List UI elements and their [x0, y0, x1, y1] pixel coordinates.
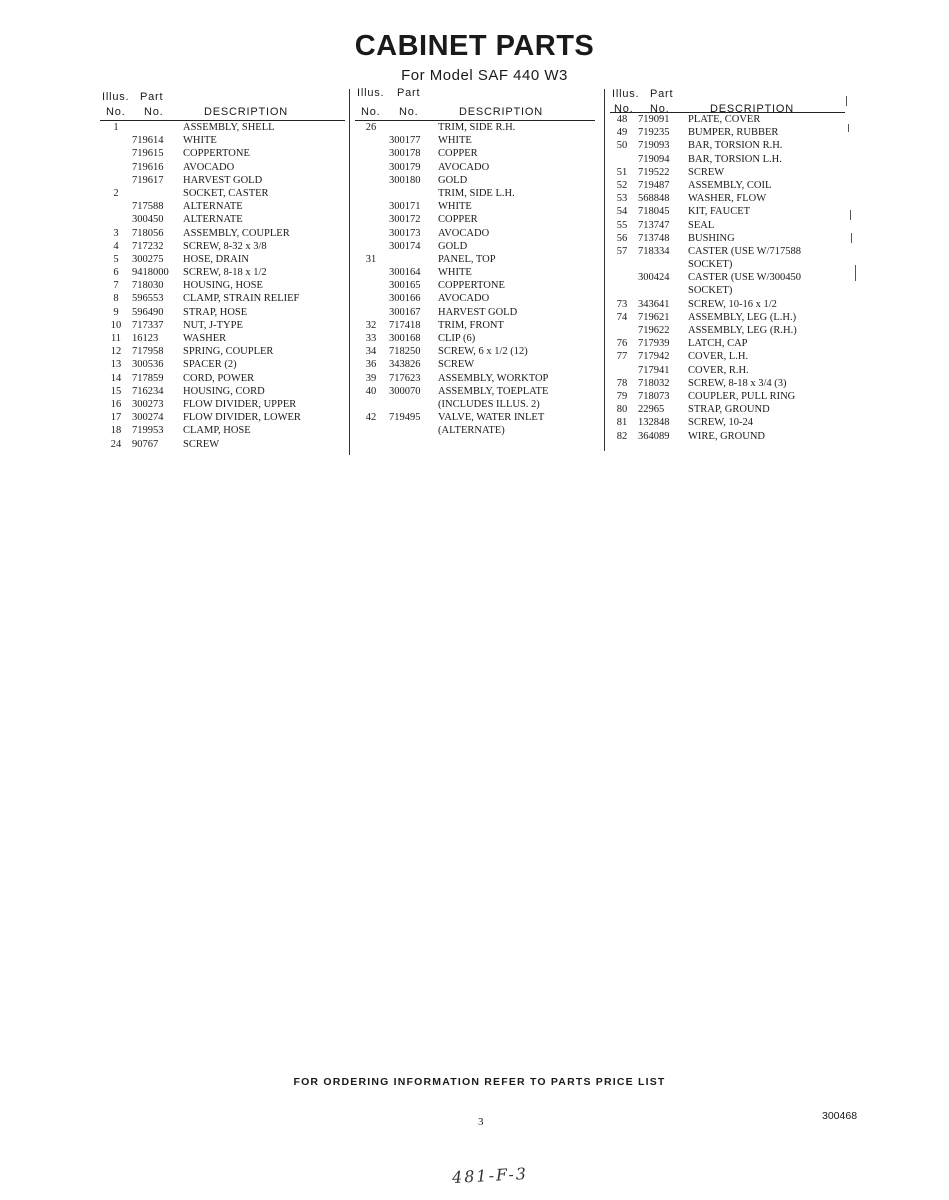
part-number: 300179	[389, 161, 421, 173]
parts-row	[610, 430, 845, 443]
part-number: 300070	[389, 385, 421, 397]
illus-number: 82	[616, 430, 628, 442]
part-description: SCREW, 6 x 1/2 (12)	[438, 346, 528, 358]
part-description: WHITE	[183, 135, 217, 147]
part-number: 300165	[389, 280, 421, 292]
parts-row	[355, 411, 595, 424]
parts-row	[610, 219, 845, 232]
part-number: 300180	[389, 174, 421, 186]
part-description: HOUSING, CORD	[183, 385, 265, 397]
part-description: ASSEMBLY, TOEPLATE	[438, 385, 549, 397]
illus-no-header: No.	[361, 106, 381, 118]
illus-number: 5	[113, 253, 119, 265]
illus-number: 7	[113, 280, 119, 292]
parts-row	[100, 332, 345, 345]
part-description: SEAL	[688, 219, 715, 231]
part-number: 300171	[389, 201, 421, 213]
illus-number: 34	[365, 346, 377, 358]
parts-row	[610, 403, 845, 416]
parts-row	[355, 134, 595, 147]
part-number: 717418	[389, 319, 421, 331]
part-description: NUT, J-TYPE	[183, 319, 243, 331]
part-number: 300424	[638, 272, 670, 284]
part-description: KIT, FAUCET	[688, 206, 751, 218]
part-number: 300168	[389, 333, 421, 344]
part-description: STRAP, GROUND	[688, 404, 770, 416]
parts-row	[100, 253, 345, 266]
column-divider	[604, 89, 605, 451]
part-number: 300172	[389, 214, 421, 226]
illus-number: 39	[365, 372, 377, 384]
part-description: ASSEMBLY, COIL	[688, 179, 772, 191]
parts-row	[355, 161, 595, 174]
parts-row	[355, 372, 595, 385]
part-description: FLOW DIVIDER, UPPER	[183, 398, 297, 410]
parts-row	[355, 240, 595, 253]
parts-row	[610, 377, 845, 390]
parts-row	[100, 134, 345, 147]
part-description: HARVEST GOLD	[438, 306, 518, 318]
parts-row	[610, 416, 845, 429]
part-description: CORD, POWER	[183, 372, 255, 384]
part-number: 717942	[638, 351, 670, 363]
illus-number: 80	[616, 404, 628, 416]
illus-number: 3	[113, 227, 119, 239]
part-number: 364089	[638, 430, 670, 442]
part-number: 718334	[638, 245, 670, 257]
scan-mark	[846, 96, 847, 106]
part-description: WASHER, FLOW	[688, 193, 767, 205]
part-no-header: No.	[399, 106, 419, 118]
parts-row	[355, 279, 595, 292]
parts-row	[355, 345, 595, 358]
part-number: 16123	[132, 333, 159, 344]
part-description: FLOW DIVIDER, LOWER	[183, 412, 301, 424]
parts-row	[355, 398, 595, 411]
illus-number: 56	[616, 232, 628, 244]
part-description: SCREW	[688, 166, 725, 178]
illus-number: 10	[110, 319, 122, 331]
part-description: ALTERNATE	[183, 201, 243, 213]
parts-row	[355, 385, 595, 398]
illus-number: 32	[365, 319, 377, 331]
illus-number: 26	[365, 122, 377, 133]
parts-row	[355, 266, 595, 279]
part-description: SPRING, COUPLER	[183, 346, 274, 358]
part-number: 718030	[132, 280, 164, 292]
part-number: 343641	[638, 298, 670, 310]
illus-no-header: No.	[614, 103, 634, 115]
parts-row	[610, 271, 845, 284]
part-number: 719094	[638, 153, 670, 165]
part-description: CLIP (6)	[438, 333, 476, 344]
parts-row	[100, 424, 345, 437]
parts-row	[610, 350, 845, 363]
parts-row	[100, 398, 345, 411]
part-description: SCREW, 8-18 x 1/2	[183, 267, 267, 279]
part-description: STRAP, HOSE	[183, 306, 248, 318]
part-number: 719522	[638, 166, 670, 178]
parts-row	[100, 358, 345, 371]
part-description: ASSEMBLY, LEG (L.H.)	[688, 311, 797, 323]
part-description: SCREW	[183, 438, 220, 450]
part-header: Part	[397, 87, 421, 99]
part-number: 22965	[638, 404, 665, 416]
parts-column-2	[355, 89, 595, 438]
ordering-info-footer: FOR ORDERING INFORMATION REFER TO PARTS PRICE LIST	[293, 1076, 666, 1088]
parts-row	[100, 174, 345, 187]
parts-list	[355, 121, 595, 438]
part-description: SPACER (2)	[183, 359, 237, 371]
part-description: PANEL, TOP	[438, 253, 496, 265]
part-description: HOSE, DRAIN	[183, 253, 249, 265]
part-number: 718045	[638, 206, 670, 218]
part-number: 9418000	[132, 267, 169, 279]
part-description: HARVEST GOLD	[183, 174, 263, 186]
part-description: HOUSING, HOSE	[183, 280, 263, 292]
parts-row	[355, 174, 595, 187]
part-description: SCREW, 10-16 x 1/2	[688, 298, 777, 310]
parts-row	[355, 358, 595, 371]
part-number: 718073	[638, 390, 670, 402]
part-description: CASTER (USE W/300450	[688, 272, 801, 284]
part-header: Part	[140, 91, 164, 103]
part-description: COPPER	[438, 214, 478, 226]
parts-row	[100, 200, 345, 213]
parts-row	[610, 153, 845, 166]
part-description: SOCKET, CASTER	[183, 187, 269, 199]
part-number: 300177	[389, 135, 421, 147]
part-description: TRIM, SIDE L.H.	[438, 187, 515, 199]
part-description: SOCKET)	[688, 259, 733, 271]
parts-row	[355, 292, 595, 305]
part-description: CLAMP, STRAIN RELIEF	[183, 293, 300, 305]
parts-row	[100, 187, 345, 200]
parts-row	[610, 324, 845, 337]
parts-row	[355, 332, 595, 345]
illus-number: 54	[616, 206, 628, 218]
description-header: DESCRIPTION	[710, 103, 794, 115]
illus-number: 12	[110, 346, 122, 358]
part-description: AVOCADO	[183, 161, 235, 173]
illus-number: 6	[113, 267, 119, 279]
part-number: 719616	[132, 161, 164, 173]
parts-row	[610, 337, 845, 350]
illus-number: 40	[365, 385, 377, 397]
part-number: 300450	[132, 214, 164, 226]
part-description: COVER, R.H.	[688, 364, 749, 376]
parts-row	[355, 121, 595, 134]
parts-row	[355, 319, 595, 332]
page-number: 3	[478, 1116, 484, 1128]
parts-row	[100, 147, 345, 160]
part-number: 300273	[132, 398, 164, 410]
parts-row	[355, 306, 595, 319]
illus-number: 36	[365, 359, 377, 371]
part-number: 717859	[132, 372, 164, 384]
parts-column-3	[610, 89, 845, 451]
parts-row	[100, 292, 345, 305]
column-divider	[349, 89, 350, 455]
part-description: SCREW, 8-32 x 3/8	[183, 240, 267, 252]
column-header	[355, 89, 595, 121]
part-number: 718056	[132, 227, 164, 239]
part-number: 300167	[389, 306, 421, 318]
part-description: ASSEMBLY, COUPLER	[183, 227, 290, 239]
part-description: WHITE	[438, 135, 472, 147]
part-no-header: No.	[144, 106, 164, 118]
parts-row	[610, 126, 845, 139]
part-description: ASSEMBLY, WORKTOP	[438, 372, 549, 384]
part-description: TRIM, FRONT	[438, 319, 504, 331]
document-number: 300468	[822, 1110, 858, 1122]
illus-number: 73	[616, 298, 628, 310]
parts-row	[355, 227, 595, 240]
parts-row	[100, 161, 345, 174]
part-number: 719495	[389, 412, 421, 424]
illus-number: 51	[616, 166, 628, 178]
part-description: (ALTERNATE)	[438, 425, 505, 437]
illus-number: 42	[365, 412, 377, 424]
part-number: 300178	[389, 148, 421, 160]
part-description: COPPERTONE	[183, 148, 250, 160]
part-number: 719622	[638, 325, 670, 336]
parts-row	[610, 205, 845, 218]
part-description: AVOCADO	[438, 161, 490, 173]
part-number: 300166	[389, 293, 421, 305]
parts-row	[355, 424, 595, 437]
part-description: WHITE	[438, 201, 472, 213]
parts-row	[100, 411, 345, 424]
parts-row	[100, 372, 345, 385]
illus-header: Illus.	[102, 91, 130, 103]
scan-mark	[855, 265, 856, 281]
illus-header: Illus.	[612, 88, 640, 100]
parts-row	[355, 253, 595, 266]
illus-number: 52	[616, 179, 628, 191]
part-description: WASHER	[183, 333, 227, 344]
part-number: 718032	[638, 377, 670, 389]
part-number: 719614	[132, 135, 164, 147]
illus-number: 57	[616, 245, 628, 257]
part-description: WIRE, GROUND	[688, 430, 765, 442]
parts-row	[100, 227, 345, 240]
parts-column-1	[100, 89, 345, 451]
part-description: GOLD	[438, 240, 468, 252]
parts-row	[355, 147, 595, 160]
part-description: (INCLUDES ILLUS. 2)	[438, 398, 540, 410]
illus-number: 76	[616, 338, 628, 350]
parts-row	[100, 319, 345, 332]
part-number: 132848	[638, 417, 670, 429]
parts-list	[610, 113, 845, 443]
part-description: COUPLER, PULL RING	[688, 390, 796, 402]
part-description: BAR, TORSION L.H.	[688, 153, 782, 165]
parts-row	[355, 200, 595, 213]
parts-row	[610, 192, 845, 205]
part-number: 717958	[132, 346, 164, 358]
part-number: 719953	[132, 425, 164, 437]
parts-row	[100, 279, 345, 292]
part-description: VALVE, WATER INLET	[438, 412, 545, 424]
illus-number: 24	[110, 438, 122, 450]
parts-row	[100, 266, 345, 279]
part-number: 716234	[132, 385, 164, 397]
parts-row	[610, 245, 845, 258]
part-number: 717939	[638, 338, 670, 350]
illus-number: 11	[110, 333, 122, 344]
illus-number: 16	[110, 398, 122, 410]
part-number: 300536	[132, 359, 164, 371]
parts-row	[610, 390, 845, 403]
illus-no-header: No.	[106, 106, 126, 118]
part-number: 719093	[638, 140, 670, 152]
part-number: 717232	[132, 240, 164, 252]
part-number: 717623	[389, 372, 421, 384]
parts-row	[610, 232, 845, 245]
parts-row	[100, 240, 345, 253]
part-number: 300174	[389, 240, 421, 252]
part-number: 300274	[132, 412, 164, 424]
part-number: 713748	[638, 232, 670, 244]
part-number: 717588	[132, 201, 164, 213]
parts-row	[100, 385, 345, 398]
part-description: ASSEMBLY, SHELL	[183, 122, 275, 133]
model-subtitle: For Model SAF 440 W3	[401, 67, 568, 84]
illus-number: 31	[365, 253, 377, 265]
part-description: WHITE	[438, 267, 472, 279]
part-number: 90767	[132, 438, 159, 450]
illus-number: 13	[110, 359, 122, 371]
part-number: 719621	[638, 311, 670, 323]
parts-row	[610, 113, 845, 126]
part-number: 300164	[389, 267, 421, 279]
part-description: SOCKET)	[688, 285, 733, 297]
part-number: 719091	[638, 114, 670, 125]
part-header: Part	[650, 88, 674, 100]
illus-number: 8	[113, 293, 119, 305]
part-number: 300275	[132, 253, 164, 265]
illus-header: Illus.	[357, 87, 385, 99]
part-description: SCREW, 10-24	[688, 417, 753, 429]
parts-row	[610, 284, 845, 297]
part-number: 568848	[638, 193, 670, 205]
illus-number: 49	[616, 127, 628, 139]
part-description: BUSHING	[688, 232, 735, 244]
description-header: DESCRIPTION	[459, 106, 543, 118]
part-number: 713747	[638, 219, 670, 231]
part-description: ALTERNATE	[183, 214, 243, 226]
parts-row	[100, 121, 345, 134]
part-description: PLATE, COVER	[688, 114, 761, 125]
illus-number: 33	[365, 333, 377, 344]
description-header: DESCRIPTION	[204, 106, 288, 118]
part-description: SCREW	[438, 359, 475, 371]
parts-row	[610, 258, 845, 271]
illus-number: 74	[616, 311, 628, 323]
illus-number: 14	[110, 372, 122, 384]
part-number: 719235	[638, 127, 670, 139]
part-description: GOLD	[438, 174, 468, 186]
illus-number: 81	[616, 417, 628, 429]
parts-row	[610, 311, 845, 324]
part-description: AVOCADO	[438, 293, 490, 305]
part-description: ASSEMBLY, LEG (R.H.)	[688, 325, 797, 336]
part-number: 719487	[638, 179, 670, 191]
part-description: LATCH, CAP	[688, 338, 748, 350]
part-number: 719615	[132, 148, 164, 160]
column-header	[100, 89, 345, 121]
scan-mark	[851, 233, 852, 243]
part-description: TRIM, SIDE R.H.	[438, 122, 516, 133]
parts-row	[355, 187, 595, 200]
parts-row	[610, 179, 845, 192]
illus-number: 79	[616, 390, 628, 402]
illus-number: 78	[616, 377, 628, 389]
illus-number: 2	[113, 187, 119, 199]
part-description: CASTER (USE W/717588	[688, 245, 801, 257]
part-description: BUMPER, RUBBER	[688, 127, 779, 139]
parts-row	[610, 166, 845, 179]
part-number: 719617	[132, 174, 164, 186]
parts-row	[610, 364, 845, 377]
illus-number: 48	[616, 114, 628, 125]
parts-row	[610, 139, 845, 152]
part-number: 596553	[132, 293, 164, 305]
scan-mark	[848, 124, 849, 132]
parts-row	[100, 438, 345, 451]
parts-row	[355, 213, 595, 226]
illus-number: 9	[113, 306, 119, 318]
part-number: 343826	[389, 359, 421, 371]
illus-number: 1	[113, 122, 119, 133]
scan-mark	[850, 210, 851, 220]
illus-number: 17	[110, 412, 122, 424]
parts-row	[100, 306, 345, 319]
illus-number: 53	[616, 193, 628, 205]
part-description: CLAMP, HOSE	[183, 425, 251, 437]
page-title: CABINET PARTS	[354, 30, 595, 62]
part-number: 596490	[132, 306, 164, 318]
illus-number: 18	[110, 425, 122, 437]
part-description: COVER, L.H.	[688, 351, 749, 363]
illus-number: 4	[113, 240, 119, 252]
part-description: AVOCADO	[438, 227, 490, 239]
part-description: SCREW, 8-18 x 3/4 (3)	[688, 377, 787, 389]
parts-row	[610, 298, 845, 311]
parts-list	[100, 121, 345, 451]
part-number: 717337	[132, 319, 164, 331]
illus-number: 77	[616, 351, 628, 363]
part-description: COPPERTONE	[438, 280, 505, 292]
illus-number: 15	[110, 385, 122, 397]
handwritten-note: 481-F-3	[451, 1164, 529, 1187]
part-description: COPPER	[438, 148, 478, 160]
part-no-header: No.	[650, 103, 670, 115]
part-number: 718250	[389, 346, 421, 358]
part-number: 300173	[389, 227, 421, 239]
part-number: 717941	[638, 364, 670, 376]
parts-row	[100, 345, 345, 358]
illus-number: 50	[616, 140, 628, 152]
part-description: BAR, TORSION R.H.	[688, 140, 783, 152]
illus-number: 55	[616, 219, 628, 231]
parts-row	[100, 213, 345, 226]
